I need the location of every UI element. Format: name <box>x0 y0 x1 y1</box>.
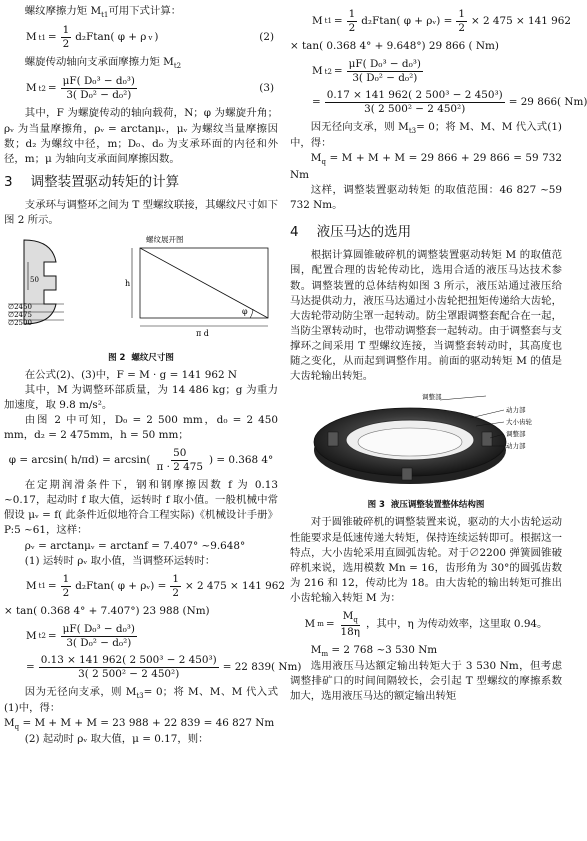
h-label: h <box>125 279 131 289</box>
thread-unwrap-label: 螺纹展开图 <box>146 235 184 245</box>
paragraph: 螺旋传动轴向支承面摩擦力矩 $M_{t2}$ <box>24 56 182 71</box>
figure-3-hydraulic-assembly <box>290 388 562 492</box>
paragraph: 其中，F 为螺旋传动的轴向载荷，N；φ 为螺旋升角；ρᵥ 为当量摩擦角，ρᵥ = arctanμᵥ，μᵥ 为螺纹当量摩擦因数；d₂ 为螺纹中径，m；D₀、d₀ 为支承环面的内径和外径，m；μ 为轴向支承面间摩擦因数。 <box>4 107 278 165</box>
paragraph: 在定期润滑条件下，钢和钢摩擦因数 f 为 0.13 ~0.17，起动时 f 取大值，运转时 f 取小值。一般机械中常假设 μᵥ = f( 此条件近似地符合工程实际)《机械设计手册》P:5 ~61，这样： <box>4 479 278 537</box>
equation-start-mt2-value: = $\frac{\text{0.17 × 141 962( 2 500³ − 2 450³)}}{\text{3( 2 500² − 2 450²)}}$ = 29 866( Nm) <box>312 89 587 116</box>
paragraph: 因无径向支承，则 $M_{t3}= 0$；将 M、M、M 代入式(1)中，得： <box>290 121 562 150</box>
paragraph: 由图 2 中可知，D₀ = 2 500 mm，d₀ = 2 450 mm，d₂ = 2 475mm，h = 50 mm； <box>4 414 278 442</box>
equation-number: (3) <box>259 82 274 95</box>
paragraph: 螺纹摩擦力矩 $M_{t1}$可用下式计算： <box>24 5 182 20</box>
label-adjust-part-2: 调整部 <box>506 430 526 439</box>
label-power-part-2: 动力部 <box>506 442 526 451</box>
equation-run-mt1: M t1 = $\frac{1}{2}$ d₂Ftan( φ + ρᵥ) = $\frac{1}{2}$ × 2 475 × 141 962 <box>26 572 286 599</box>
equation-line: × tan( 0.368 4° + 7.407°) 23 988 (Nm) <box>4 604 210 617</box>
paragraph: 选用液压马达额定输出转矩大于 3 530 Nm，但考虑调整排矿口的时间间隔较长，会引起 T 型螺纹的摩擦系数加大，选用液压马达的额定输出转矩 <box>290 660 562 703</box>
equation-run-mt2: M t2 = $\frac{\text{μF( D₀³ − d₀³)}}{\text{3( D₀² − d₀²)}}$ <box>26 622 135 649</box>
equation-phi: φ = arcsin( h/πd) = arcsin( $\frac{50}{\pi \cdot 2 475}$ ) = 0.368 4° <box>8 447 274 474</box>
equation-line: × tan( 0.368 4° + 9.648°) 29 866 ( Nm) <box>290 40 499 52</box>
paragraph: (2) 起动时 ρᵥ 取大值，μ = 0.17，则： <box>24 733 209 746</box>
dim-2450-label: ∅2450 <box>8 303 32 312</box>
figure-3-caption: 图 3 液压调整装置整体结构图 <box>367 500 485 511</box>
label-power-part: 动力部 <box>506 406 526 415</box>
dim-2475-label: ∅2475 <box>8 311 32 320</box>
equation-3: M t2 = $\frac{\text{μF( D₀³ − d₀³)}}{\text{3( D₀² − d₀²)}}$ (3) <box>4 75 278 102</box>
paragraph: 根据计算圆锥破碎机的调整装置驱动转矩 M 的取值范围，配置合理的齿轮传动比，选用合适的液压马达技术参数。调整装置的总体结构如图 3 所示，液压站通过液压给马达提供动力，液压马达通过小齿轮把扭矩传递给大齿轮，大齿轮带动防尘罩一起转动。防尘罩跟调整套配合在一起，当防尘罩转动时，也带动调整套一起转动。由于调整套与支撑环之间采用 T 型螺纹连接，当调整套转动时，其高度也随之变化，从而起到调整作用。前面的驱动转矩 M 的值是大齿轮输出转矩。 <box>290 249 562 383</box>
phi-label: φ <box>242 307 248 317</box>
section-heading-3: 3 调整装置驱动转矩的计算 <box>4 173 180 190</box>
paragraph: 支承环与调整环之间为 T 型螺纹联接，其螺纹尺寸如下图 2 所示。 <box>4 199 278 227</box>
right-column <box>290 4 587 704</box>
paragraph: 因为无径向支承，则 $M_{t3}= 0$；将 M、M、M 代入式(1)中，得： <box>4 685 278 715</box>
paragraph: 在公式(2)、(3)中，F = M · g = 141 962 N <box>24 368 237 381</box>
equation-start-mt1: M t1 = $\frac{1}{2}$ d₂Ftan( φ + ρᵥ) = $\frac{1}{2}$ × 2 475 × 141 962 <box>312 8 572 34</box>
equation-run-mt2-value: = $\frac{\text{0.13 × 141 962( 2 500³ − 2 450³)}}{\text{3( 2 500² − 2 450²)}}$ = 22 839( Nm) <box>26 653 302 680</box>
dim-2500-label: ∅2500 <box>8 319 32 328</box>
figure-2-caption: 图 2 螺纹尺寸图 <box>108 352 174 363</box>
figure-2-thread-dimension <box>4 232 274 344</box>
section-heading-4: 4 液压马达的选用 <box>290 223 412 240</box>
paragraph: 这样，调整装置驱动转矩 的取值范围：46 827 ~59 732 Nm。 <box>290 183 562 211</box>
equation-mm-range: $M_m = 2$ 768 ~3 530 Nm <box>310 643 438 658</box>
equation-sum-run: $M_q = M + M + M = 23$ 988 + 22 839 = 46 827 Nm <box>4 717 275 732</box>
paragraph: (1) 运转时 ρᵥ 取小值，当调整环运转时： <box>24 554 216 567</box>
equation-mm: M m = $\frac{M_q}{18\eta}$ ，其中，η 为传动效率，这里取 0.94。 <box>304 609 548 638</box>
equation-number: (2) <box>259 31 274 44</box>
paragraph: 其中，M 为调整环部质量，为 14 486 kg；g 为重力加速度，取 9.8 m/s²。 <box>4 383 278 412</box>
left-column <box>4 4 302 747</box>
pi-d-label: π d <box>196 329 209 339</box>
paragraph: ρᵥ = arctanμᵥ = arctanf = 7.407° ~9.648° <box>24 539 246 552</box>
dim-50-label: 50 <box>30 276 39 285</box>
paragraph: 对于圆锥破碎机的调整装置来说，驱动的大小齿轮运动性能要求是低速传递大转矩，保持连续运转即可。根据这一特点，大小齿轮采用直圆弧齿轮。对于∅2200 弹簧圆锥破碎机来说，选用模数 Mn = 16，齿形角为 30°的圆弧齿数为 216 和 12，传动比为 18。由大齿轮的输出转矩可推出小齿轮输入转矩 M 为： <box>290 516 562 604</box>
equation-2: M t1 = $\frac{1}{2}$ d₂Ftan( φ + ρ v ) (2) <box>4 24 278 51</box>
label-adjust-part: 调整部 <box>422 393 442 402</box>
equation-sum-start: $M_q = M + M + M = 29$ 866 + 29 866 = 59 732 Nm <box>290 152 563 181</box>
equation-start-mt2: M t2 = $\frac{\text{μF( D₀³ − d₀³)}}{\text{3( D₀² − d₀²)}}$ <box>312 58 421 85</box>
label-gears: 大小齿轮 <box>506 418 532 427</box>
